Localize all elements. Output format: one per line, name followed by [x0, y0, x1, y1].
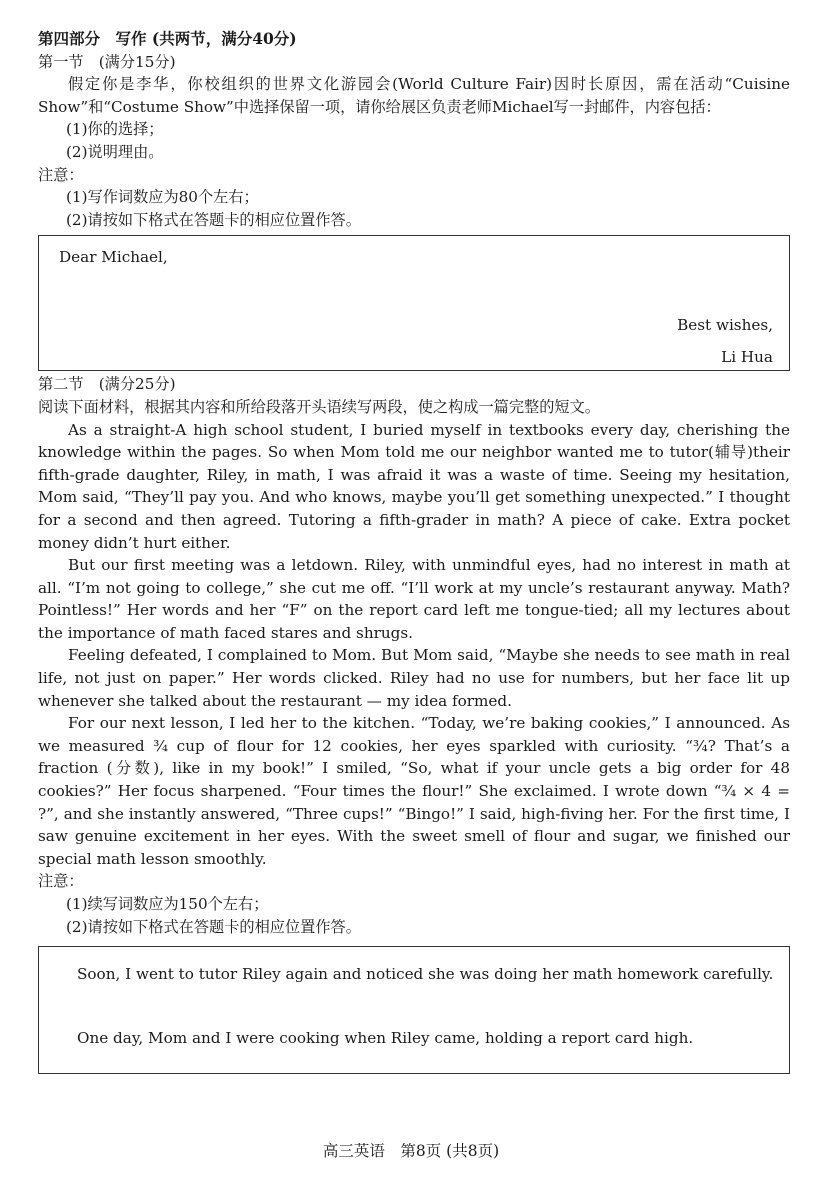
section2-instruction: 阅读下面材料，根据其内容和所给段落开头语续写两段，使之构成一篇完整的短文。 — [38, 397, 600, 416]
section2-note-1: (1)续写词数应为150个左右； — [66, 895, 269, 913]
continuation-answer-box — [38, 946, 790, 1074]
letter-greeting: Dear Michael, — [59, 248, 168, 267]
passage-paragraph-2: But our first meeting was a letdown. Riley, with unmindful eyes, had no interest in math at all. “I’m not going to college,” she cut me off. “I’ll work at my uncle’s restaurant anyway. Math? Pointless!” Her words and her “F” on the report card left me tongue-tied; all my lectures about the importance of math faced stares and shrugs. — [38, 556, 790, 642]
page-footer: 高三英语 第8页 (共8页) — [322, 1142, 500, 1160]
section2-note-2: (2)请按如下格式在答题卡的相应位置作答。 — [66, 917, 361, 936]
passage-paragraph-3: Feeling defeated, I complained to Mom. But Mom said, “Maybe she needs to see math in real life, not just on paper.” Her words clicked. Riley had no use for numbers, but her face lit up whenever she talked about the restaurant — my idea formed. — [38, 646, 790, 710]
section1-title: 第一节 (满分15分) — [38, 52, 176, 71]
letter-answer-box — [38, 235, 790, 371]
letter-closing: Best wishes, — [677, 316, 773, 335]
section1-item-1: (1)你的选择； — [66, 120, 164, 139]
section1-prompt: 假定你是李华，你校组织的世界文化游园会(World Culture Fair)因时长原因，需在活动“Cuisine Show”和“Costume Show”中选择保留一项，请你给展区负责老师Michael写一封邮件，内容包括： — [38, 75, 790, 116]
opener-paragraph-1: Soon, I went to tutor Riley again and noticed she was doing her math homework carefully. — [77, 965, 774, 984]
section1-note-label: 注意： — [38, 165, 84, 184]
reading-passage — [38, 419, 790, 871]
section1-note-1: (1)写作词数应为80个左右； — [66, 188, 259, 207]
part-title: 第四部分 写作 (共两节，满分40分) — [38, 29, 297, 48]
section2-note-label: 注意： — [38, 872, 84, 891]
passage-paragraph-4: For our next lesson, I led her to the kitchen. “Today, we’re baking cookies,” I announced. As we measured ¾ cup of flour for 12 cookies, her eyes sparkled with curiosity. “¾? That’s a fraction (分数), like in my book!” I smiled, “So, what if your uncle gets a big order for 48 cookies?” Her focus sharpened. “Four times the flour!” She exclaimed. I wrote down “¾ × 4 = ?”, and she instantly answered, “Three cups!” “Bingo!” I said, high-fiving her. For the first time, I saw genuine excitement in her eyes. With the sweet smell of flour and sugar, we finished our special math lesson smoothly. — [38, 714, 790, 868]
opener-paragraph-2: One day, Mom and I were cooking when Riley came, holding a report card high. — [77, 1029, 694, 1048]
section1-note-2: (2)请按如下格式在答题卡的相应位置作答。 — [66, 210, 361, 229]
exam-page — [38, 28, 790, 1074]
letter-signature: Li Hua — [721, 348, 773, 367]
section2-title: 第二节 (满分25分) — [38, 375, 176, 394]
passage-paragraph-1: As a straight-A high school student, I buried myself in textbooks every day, cherishing the knowledge within the pages. So when Mom told me our neighbor wanted me to tutor(辅导)their fifth-grade daughter, Riley, in math, I was afraid it was a waste of time. Seeing my hesitation, Mom said, “They’ll pay you. And who knows, maybe you’ll get something unexpected.” I thought for a second and then agreed. Tutoring a fifth-grader in math? A piece of cake. Extra pocket money didn’t hurt either. — [38, 420, 790, 552]
section1-item-2: (2)说明理由。 — [66, 142, 164, 161]
